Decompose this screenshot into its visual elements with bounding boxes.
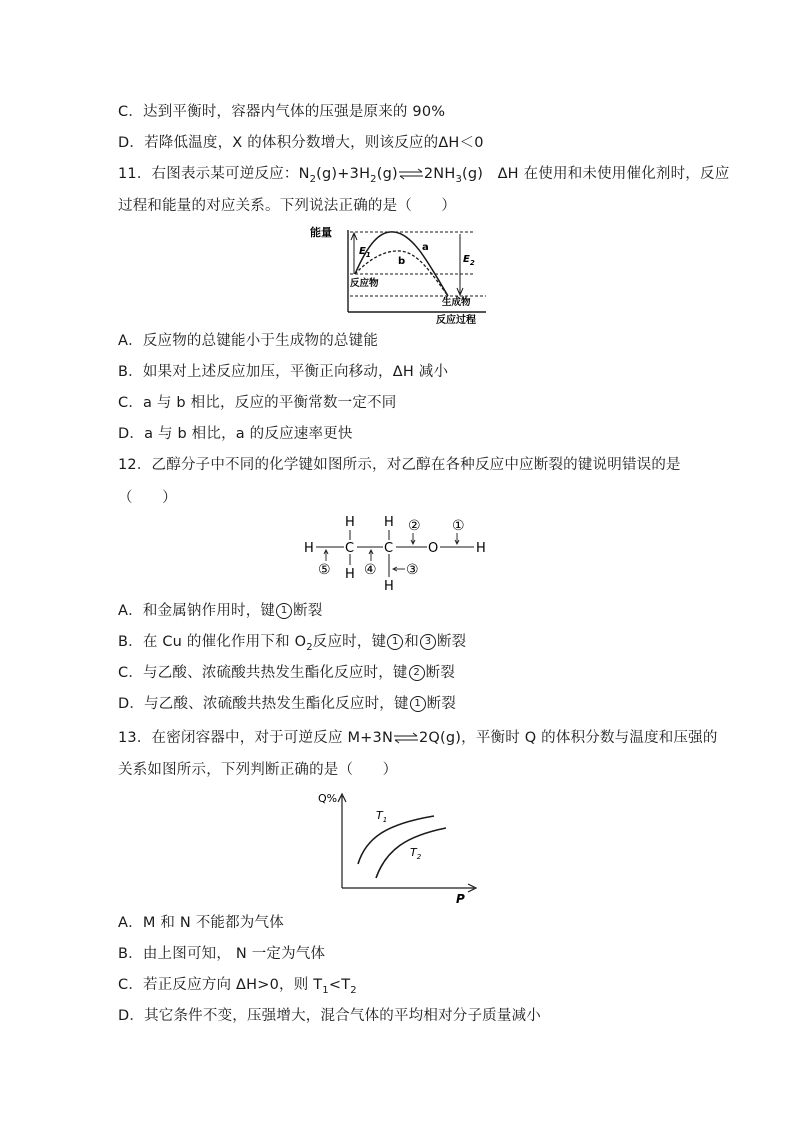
q13-stem-line1 [118,728,718,748]
q13-xlabel: P [456,892,465,906]
q12-ethanol-structure [296,512,496,594]
q12-atom-c1: C [345,541,355,556]
q12-option-b-suffix: 断裂 [436,634,467,650]
q11-curve-b-label: b [398,256,406,267]
q11-ylabel: 能量 [310,226,332,239]
q13-option-c-t2-sub: 2 [350,985,357,996]
q13-graph [306,786,486,906]
q12-stem-line1: 12．乙醇分子中不同的化学键如图所示，对乙醇在各种反应中应断裂的键说明错误的是 [118,457,681,473]
q11-stem-prefix: 11．右图表示某可逆反应： [118,166,299,182]
q11-option-c: C．a 与 b 相比，反应的平衡常数一定不同 [118,395,397,411]
q13-option-c-text: C．若正反应方向 ΔH>0，则 T [118,977,323,993]
q12-option-d-suffix: 断裂 [426,696,457,712]
q12-bond-2-marker: ② [408,518,421,534]
q12-atom-h-c1-bottom: H [345,567,355,582]
q12-option-d-bond: 1 [410,696,426,712]
q10-option-d-text: D．若降低温度，X 的体积分数增大，则该反应的 [118,135,439,151]
q12-option-b-mid: 反应时，键 [312,634,387,650]
q12-atom-h-c1-top: H [345,515,355,530]
q12-option-c-text: C．与乙酸、浓硫酸共热发生酯化反应时，键 [118,665,408,681]
q11-eq-n2: N [298,166,310,182]
q11-eq-g3: (g) [462,166,484,182]
q11-eq-g2: (g) [376,166,398,182]
q12-bond-5-marker: ⑤ [318,562,331,578]
q11-stem-line2: 过程和能量的对应关系。下列说法正确的是（ ） [118,198,457,214]
q11-e2-label: $E_2$ [463,254,475,267]
q11-product-label: 生成物 [442,297,471,308]
q11-eq-h2-sub: 2 [370,174,377,185]
q12-option-d [118,694,456,714]
q11-option-d: D．a 与 b 相比，a 的反应速率更快 [118,426,353,442]
q13-option-d: D．其它条件不变，压强增大，混合气体的平均相对分子质量减小 [118,1008,541,1024]
q12-option-b-and: 和 [404,634,419,650]
q13-option-c-lt: <T [328,977,351,993]
q12-bond-1-marker: ① [452,518,465,534]
q13-option-c-t1-sub: 1 [322,985,329,996]
q13-option-a: A．M 和 N 不能都为气体 [118,915,284,931]
q13-ylabel: Q% [318,792,338,805]
q12-option-c-bond: 2 [409,665,425,681]
q11-stem-suffix: ΔH 在使用和未使用催化剂时，反应 [497,166,730,182]
q10-option-d-dh: ΔH＜0 [438,135,484,151]
q11-eq-nh3-sub: 3 [455,174,462,185]
q12-option-a [118,601,323,621]
q12-atom-h-c2-bottom: H [384,579,394,594]
q13-option-b: B．由上图可知， N 一定为气体 [118,946,326,962]
q11-eq-n2-sub: 2 [309,174,317,185]
q13-stem-line2: 关系如图所示，下列判断正确的是（ ） [118,762,398,778]
q11-option-a: A．反应物的总键能小于生成物的总键能 [118,333,379,349]
q13-stem-suffix: 2Q(g)，平衡时 Q 的体积分数与温度和压强的 [419,730,718,746]
equilibrium-arrow-icon [398,168,424,180]
q12-atom-h-left: H [304,541,314,556]
q10-option-d [118,133,484,153]
q13-t2-label: $T_2$ [410,846,422,861]
q11-e1-label: $E_1$ [359,246,371,259]
q13-option-c [118,975,357,997]
q12-option-c [118,663,455,683]
q12-atom-o: O [428,541,439,556]
q12-option-a-suffix: 断裂 [293,603,323,619]
q12-option-b [118,632,466,654]
q12-atom-h-right: H [476,541,486,556]
q12-atom-c2: C [384,541,394,556]
q12-bond-3-marker: ③ [406,562,419,578]
q12-option-a-bond: 1 [276,603,292,619]
q13-curve-t1 [358,816,434,864]
q10-option-c: C．达到平衡时，容器内气体的压强是原来的 90% [118,104,446,120]
q12-bond-4-marker: ④ [364,562,377,578]
q12-option-b-text: B．在 Cu 的催化作用下和 O [118,634,307,650]
q11-eq-nh3: 2NH [423,166,456,182]
q12-stem-line2: （ ） [118,490,177,506]
q13-stem-prefix: 13．在密闭容器中，对于可逆反应 M+3N [118,730,393,746]
q11-stem-line1 [118,164,729,186]
q12-option-b-o2-sub: 2 [306,642,313,653]
q11-option-b: B．如果对上述反应加压，平衡正向移动，ΔH 减小 [118,364,449,380]
equilibrium-arrow-icon [393,732,419,744]
q11-curve-a-label: a [422,242,429,253]
q11-reactant-label: 反应物 [350,278,379,289]
q12-atom-h-c2-top: H [384,515,394,530]
q12-option-c-suffix: 断裂 [425,665,456,681]
q12-option-b-bond1: 1 [387,634,403,650]
q12-option-a-text: A．和金属钠作用时，键 [118,603,276,619]
q11-energy-diagram [308,222,496,326]
q13-t1-label: $T_1$ [376,809,388,824]
q11-xlabel: 反应过程 [436,315,476,326]
q12-option-d-text: D．与乙酸、浓硫酸共热发生酯化反应时，键 [118,696,409,712]
q11-eq-g1: (g)+3H [316,166,371,182]
q12-option-b-bond3: 3 [420,634,436,650]
